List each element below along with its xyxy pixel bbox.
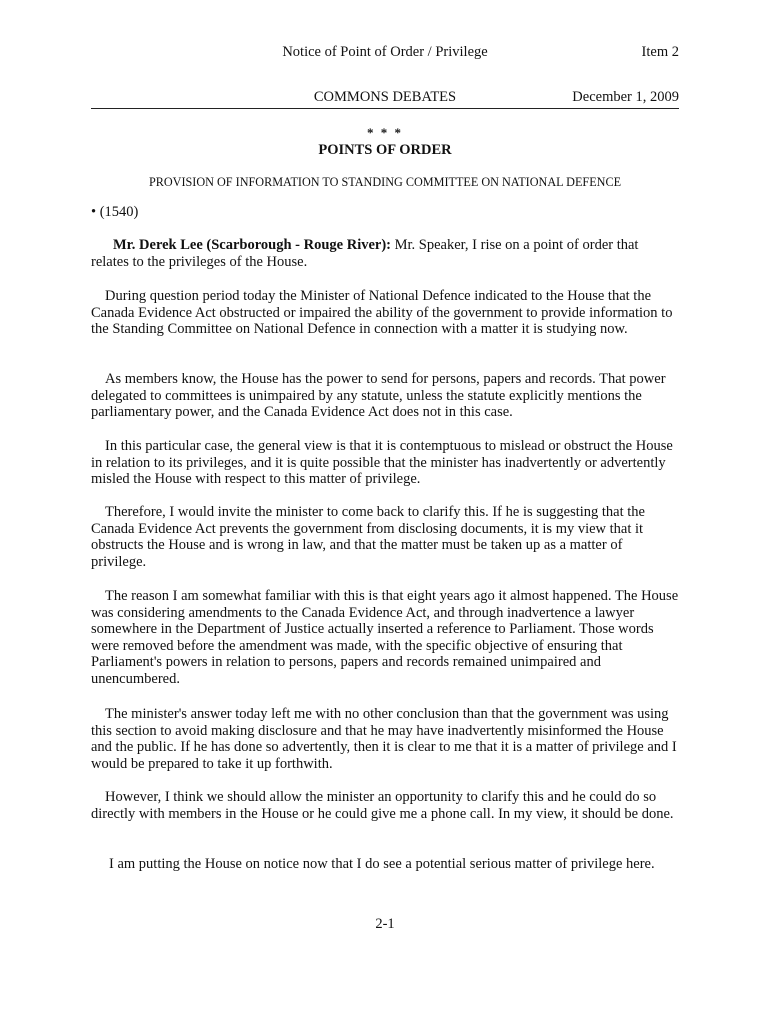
paragraph: In this particular case, the general view is that it is contemptuous to mislead or obstruct the House in relation to its privileges, and it is quite possible that the minister has inadvertently or advertently misled the House with respect to this matter of privilege. [91,438,673,488]
publication-name: COMMONS DEBATES [313,89,457,105]
subsection-title: PROVISION OF INFORMATION TO STANDING COMMITTEE ON NATIONAL DEFENCE [148,175,622,189]
paragraph: The minister's answer today left me with no other conclusion than that the government was using this section to avoid making disclosure and that he may have inadvertently misinformed the House and the public. If he has done so advertently, then it is clear to me that it is a matter of privilege and I would be prepared to take it up forthwith. [91,706,677,772]
section-title: POINTS OF ORDER [318,142,452,158]
speaker-name: Mr. Derek Lee (Scarborough - Rouge River): [113,237,391,253]
closing-paragraph: I am putting the House on notice now that I do see a potential serious matter of privilege here. [109,856,655,872]
paragraph: As members know, the House has the power to send for persons, papers and records. That power delegated to committees is unimpaired by any statute, unless the statute explicitly mentions the parliamentary power, and the Canada Evidence Act does not in this case. [91,371,666,421]
document-title: Notice of Point of Order / Privilege [282,44,488,60]
publication-date: December 1, 2009 [572,89,679,105]
speaker-paragraph [91,237,679,270]
item-label: Item 2 [641,44,679,60]
document-page [91,0,679,1024]
page-number: 2-1 [375,916,395,932]
section-separator: * * * [367,125,403,140]
paragraph: Therefore, I would invite the minister to come back to clarify this. If he is suggesting that the Canada Evidence Act prevents the government from disclosing documents, it is my view that it obstructs the House and is wrong in law, and that the matter must be taken up as a matter of privilege. [91,504,645,570]
speaker-opening-text: Mr. Speaker, I rise on a point of order that relates to the privileges of the House. [91,237,639,270]
paragraph: The reason I am somewhat familiar with this is that eight years ago it almost happened. The House was considering amendments to the Canada Evidence Act, and through inadvertence a lawyer somewhere in the Department of Justice actually inserted a reference to Parliament. Those words were removed before the amendment was made, with the specific objective of ensuring that Parliament's powers in relation to persons, papers and records remained unimpaired and unencumbered. [91,588,679,687]
time-marker: • (1540) [91,204,139,220]
publication-header [91,89,679,109]
document-header [91,44,679,64]
paragraph: During question period today the Minister of National Defence indicated to the House that the Canada Evidence Act obstructed or impaired the ability of the government to provide information to the Standing Committee on National Defence in connection with a matter it is studying now. [91,288,673,338]
paragraph: However, I think we should allow the minister an opportunity to clarify this and he could do so directly with members in the House or he could give me a phone call. In my view, it should be done. [91,789,674,822]
header-divider [91,108,679,109]
